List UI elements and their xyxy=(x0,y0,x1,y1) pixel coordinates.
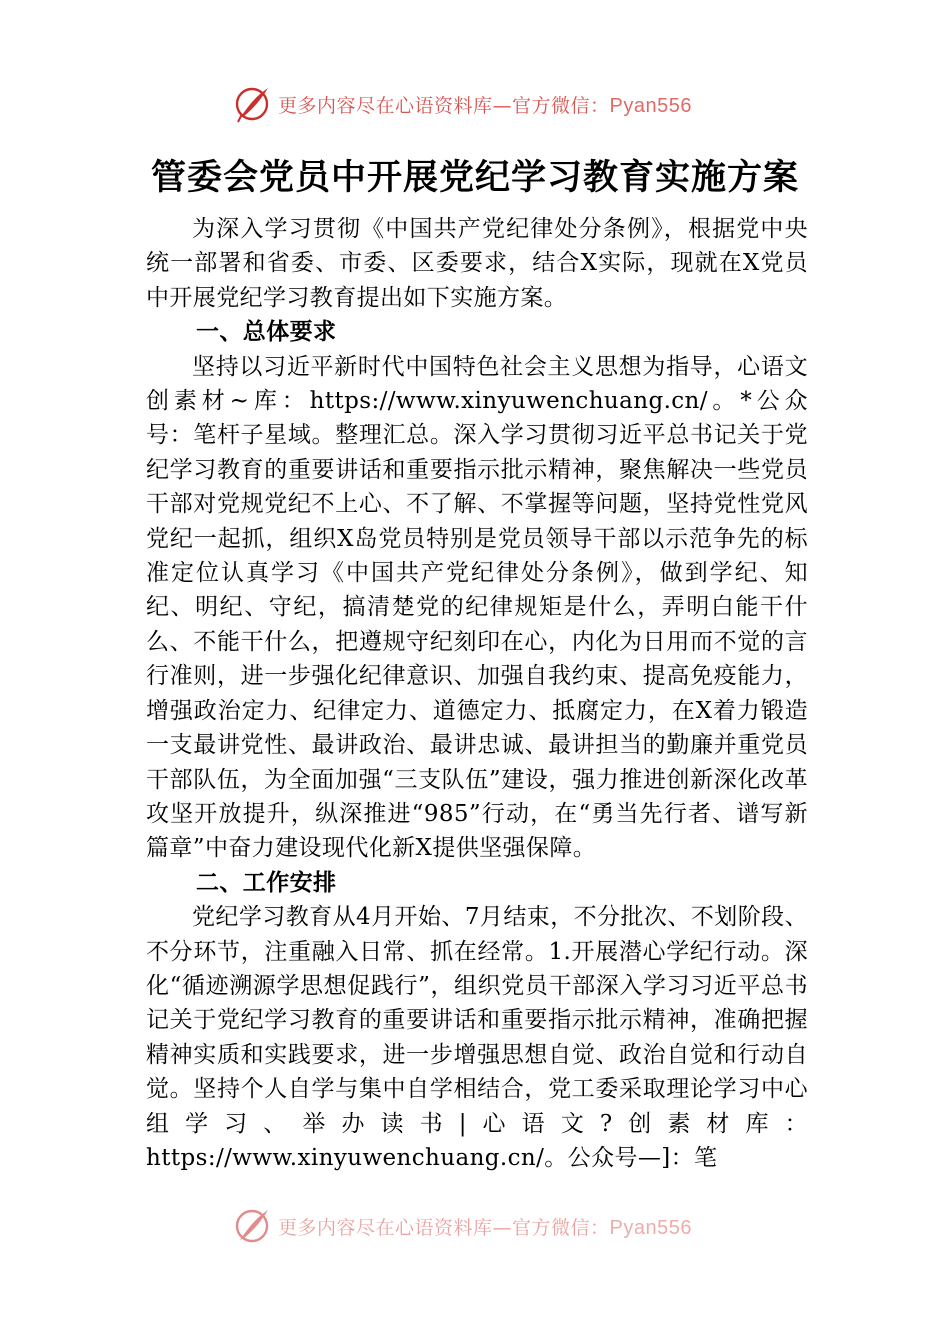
header-banner xyxy=(232,84,752,124)
document-body xyxy=(146,212,808,1175)
section-paragraph-general-requirements: 坚持以习近平新时代中国特色社会主义思想为指导，心语文创素材~库：https://www.xinyuwenchuang.cn/。*公众号：笔杆子星域。整理汇总。深入学习贯彻习近平总书记关于党纪学习教育的重要讲话和重要指示批示精神，聚焦解决一些党员干部对党规党纪不上心、不了解、不掌握等问题，坚持党性党风党纪一起抓，组织X岛党员特别是党员领导干部以示范争先的标准定位认真学习《中国共产党纪律处分条例》，做到学纪、知纪、明纪、守纪，搞清楚党的纪律规矩是什么，弄明白能干什么、不能干什么，把遵规守纪刻印在心，内化为日用而不觉的言行准则，进一步强化纪律意识、加强自我约束、提高免疫能力，增强政治定力、纪律定力、道德定力、抵腐定力，在X着力锻造一支最讲党性、最讲政治、最讲忠诚、最讲担当的勤廉并重党员干部队伍，为全面加强“三支队伍”建设，强力推进创新深化改革攻坚开放提升，纵深推进“985”行动，在“勇当先行者、谱写新篇章”中奋力建设现代化新X提供坚强保障。 xyxy=(146,353,808,862)
banner-label: 更多内容尽在心语资料库—官方微信： xyxy=(278,94,610,117)
quill-logo-icon xyxy=(232,1206,272,1246)
footer-wechat-id: Pyan556 xyxy=(609,1216,692,1239)
intro-paragraph: 为深入学习贯彻《中国共产党纪律处分条例》，根据党中央统一部署和省委、市委、区委要求，结合X实际，现就在X党员中开展党纪学习教育提出如下实施方案。 xyxy=(146,216,808,311)
section-heading-work-arrangements: 二、工作安排 xyxy=(196,869,337,896)
quill-logo-icon xyxy=(232,84,272,124)
banner-text xyxy=(278,91,692,118)
footer-banner xyxy=(232,1208,752,1244)
section-paragraph-work-arrangements: 党纪学习教育从4月开始、7月结束，不分批次、不划阶段、不分环节，注重融入日常、抓在经常。1.开展潜心学纪行动。深化“循迹溯源学思想促践行”，组织党员干部深入学习习近平总书记关于党纪学习教育的重要讲话和重要指示批示精神，准确把握精神实质和实践要求，进一步增强思想自觉、政治自觉和行动自觉。坚持个人自学与集中自学相结合，党工委采取理论学习中心组学习、举办读书|心语文?创素材库：https://www.xinyuwenchuang.cn/。公众号—]：笔 xyxy=(146,904,808,1171)
footer-banner-label: 更多内容尽在心语资料库—官方微信： xyxy=(278,1216,610,1239)
document-title: 管委会党员中开展党纪学习教育实施方案 xyxy=(150,157,799,198)
wechat-id: Pyan556 xyxy=(609,94,692,117)
section-heading-general-requirements: 一、总体要求 xyxy=(196,319,337,346)
footer-banner-text xyxy=(278,1213,692,1240)
